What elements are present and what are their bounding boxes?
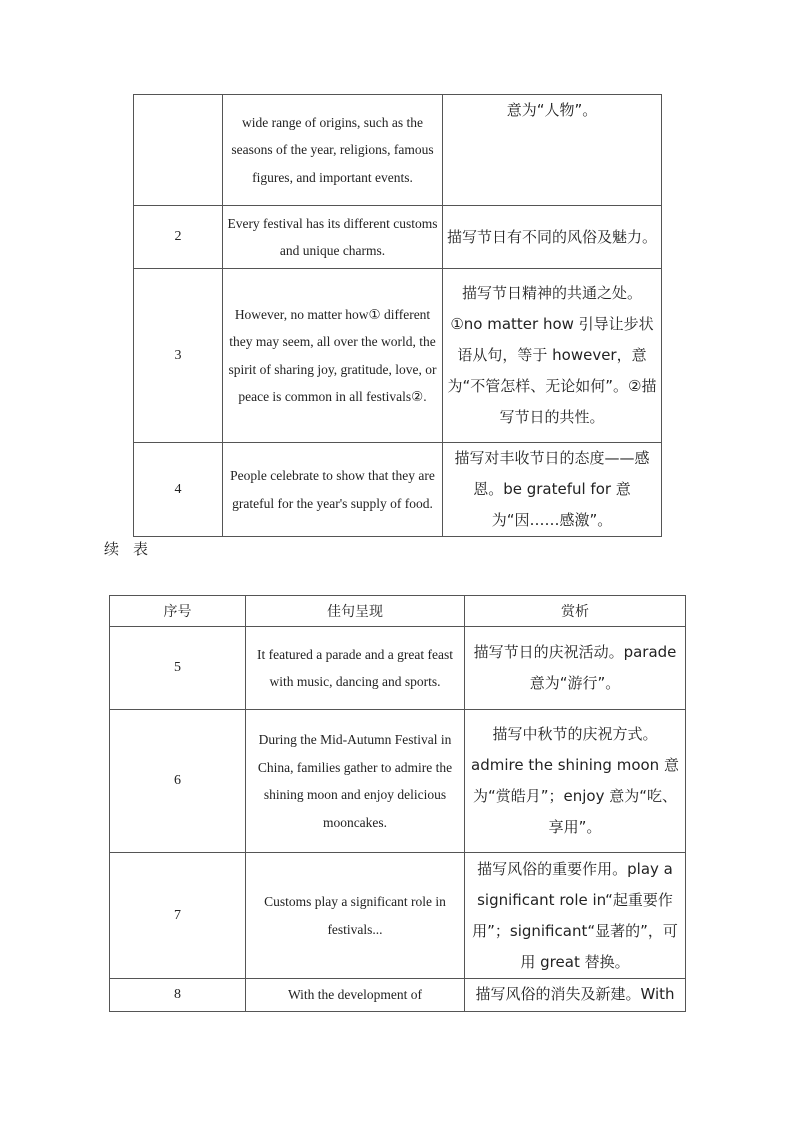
analysis-table-part1 bbox=[133, 94, 662, 537]
analysis-cell: 描写中秋节的庆祝方式。admire the shining moon 意为“赏皓月”；enjoy 意为“吃、享用”。 bbox=[465, 710, 686, 853]
table-header-row bbox=[110, 596, 686, 627]
analysis-cell: 描写风俗的消失及新建。With bbox=[465, 979, 686, 1012]
header-sentence: 佳句呈现 bbox=[246, 596, 465, 627]
analysis-cell: 描写对丰收节日的态度——感恩。be grateful for 意为“因……感激”。 bbox=[443, 443, 662, 537]
table-row bbox=[110, 627, 686, 710]
sentence-cell: With the development of bbox=[246, 979, 465, 1012]
table-row bbox=[110, 979, 686, 1012]
row-number bbox=[134, 95, 223, 206]
sentence-cell: wide range of origins, such as the seasons of the year, religions, famous figures, and important events. bbox=[223, 95, 443, 206]
sentence-cell: However, no matter how① different they may seem, all over the world, the spirit of sharing joy, gratitude, love, or peace is common in all festivals②. bbox=[223, 269, 443, 443]
row-number: 7 bbox=[110, 853, 246, 979]
row-number: 5 bbox=[110, 627, 246, 710]
header-number: 序号 bbox=[110, 596, 246, 627]
sentence-cell: People celebrate to show that they are grateful for the year's supply of food. bbox=[223, 443, 443, 537]
analysis-cell: 描写风俗的重要作用。play a significant role in“起重要作用”；significant“显著的”，可用 great 替换。 bbox=[465, 853, 686, 979]
table-row bbox=[134, 269, 662, 443]
row-number: 3 bbox=[134, 269, 223, 443]
table-row bbox=[134, 95, 662, 206]
sentence-cell: Every festival has its different customs and unique charms. bbox=[223, 206, 443, 269]
table-row bbox=[110, 710, 686, 853]
row-number: 8 bbox=[110, 979, 246, 1012]
table-row bbox=[134, 443, 662, 537]
analysis-cell: 意为“人物”。 bbox=[443, 95, 662, 206]
table-row bbox=[110, 853, 686, 979]
analysis-cell: 描写节日精神的共通之处。①no matter how 引导让步状语从句，等于 however，意为“不管怎样、无论如何”。②描写节日的共性。 bbox=[443, 269, 662, 443]
sentence-cell: It featured a parade and a great feast with music, dancing and sports. bbox=[246, 627, 465, 710]
analysis-table-part2 bbox=[109, 595, 686, 1012]
row-number: 4 bbox=[134, 443, 223, 537]
sentence-cell: During the Mid-Autumn Festival in China, families gather to admire the shining moon and enjoy delicious mooncakes. bbox=[246, 710, 465, 853]
row-number: 6 bbox=[110, 710, 246, 853]
analysis-cell: 描写节日有不同的风俗及魅力。 bbox=[443, 206, 662, 269]
sentence-cell: Customs play a significant role in festivals... bbox=[246, 853, 465, 979]
row-number: 2 bbox=[134, 206, 223, 269]
header-analysis: 赏析 bbox=[465, 596, 686, 627]
analysis-cell: 描写节日的庆祝活动。parade 意为“游行”。 bbox=[465, 627, 686, 710]
table-row bbox=[134, 206, 662, 269]
continued-table-label: 续表 bbox=[104, 540, 163, 558]
